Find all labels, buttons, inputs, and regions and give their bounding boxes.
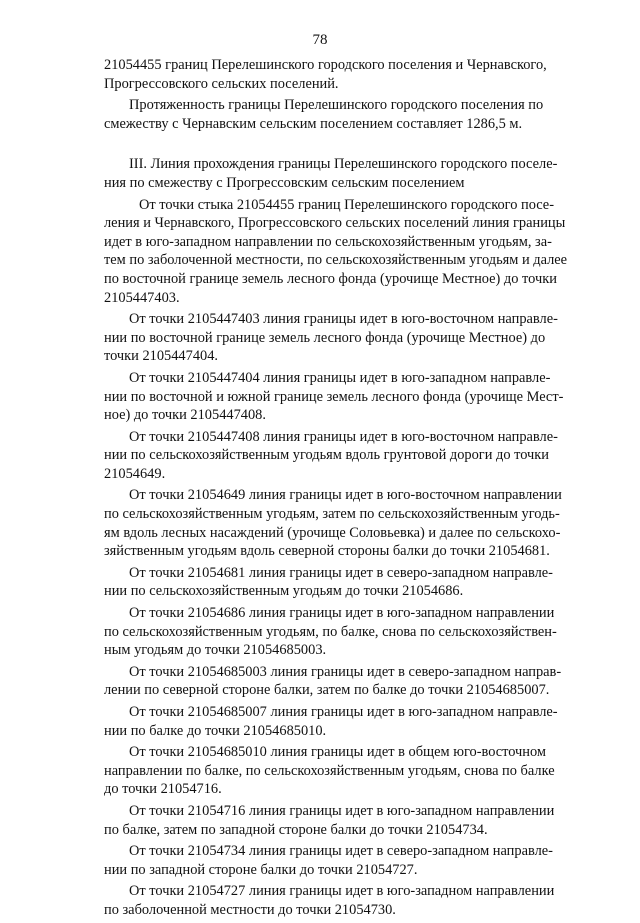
- text-line: От точки 21054649 линия границы идет в юго-восточном направлении: [129, 487, 562, 504]
- text-line: ным угодьям до точки 21054685003.: [104, 642, 327, 659]
- text-line: Прогрессовского сельских поселений.: [104, 75, 339, 92]
- text-line: ям вдоль лесных насаждений (урочище Соловьевка) и далее по сельскохо-: [104, 524, 561, 541]
- paragraph: [104, 56, 590, 93]
- text-line: до точки 21054716.: [104, 781, 222, 798]
- text-line: смежеству с Чернавским сельским поселением составляет 1286,5 м.: [104, 115, 523, 132]
- paragraph: [104, 486, 590, 560]
- text-line: От точки 2105447403 линия границы идет в юго-восточном направле-: [129, 311, 558, 328]
- text-line: 21054649.: [104, 465, 166, 482]
- paragraph: [104, 743, 590, 799]
- paragraph: [104, 604, 590, 660]
- paragraph: [104, 802, 590, 839]
- paragraph: [104, 155, 590, 192]
- text-line: III. Линия прохождения границы Перелешинского городского поселе-: [129, 156, 558, 173]
- text-line: тем по заболоченной местности, по сельскохозяйственным угодьям и далее: [104, 252, 568, 269]
- text-line: ное) до точки 2105447408.: [104, 407, 266, 424]
- text-line: ния по смежеству с Прогрессовским сельским поселением: [104, 174, 465, 191]
- text-line: 2105447403.: [104, 289, 180, 306]
- text-line: по балке, затем по западной стороне балки до точки 21054734.: [104, 821, 488, 838]
- paragraph: [104, 310, 590, 366]
- paragraph: [104, 882, 590, 919]
- text-line: идет в юго-западном направлении по сельскохозяйственным угодьям, за-: [104, 233, 552, 250]
- text-line: нии по балке до точки 21054685010.: [104, 722, 327, 739]
- text-line: по заболоченной местности до точки 21054730.: [104, 901, 396, 918]
- document-body: [104, 56, 590, 923]
- text-line: точки 2105447404.: [104, 348, 219, 365]
- text-line: От точки 2105447404 линия границы идет в юго-западном направле-: [129, 369, 551, 386]
- text-line: От точки 21054686 линия границы идет в юго-западном направлении: [129, 605, 555, 622]
- section-gap: [104, 136, 590, 155]
- text-line: ления и Чернавского, Прогрессовского сельских поселений линия границы: [104, 215, 566, 232]
- text-line: нии по восточной и южной границе земель лесного фонда (урочище Мест-: [104, 388, 564, 405]
- text-line: 21054455 границ Перелешинского городского поселения и Чернавского,: [104, 57, 547, 73]
- text-line: Протяженность границы Перелешинского городского поселения по: [129, 97, 544, 114]
- text-line: От точки 21054685003 линия границы идет в северо-западном направ-: [129, 663, 562, 680]
- paragraph: [104, 842, 590, 879]
- paragraph: [104, 196, 590, 308]
- text-line: нии по восточной границе земель лесного фонда (урочище Местное) до: [104, 329, 546, 346]
- paragraph: [104, 663, 590, 700]
- text-line: по сельскохозяйственным угодьям, по балке, снова по сельскохозяйствен-: [104, 623, 557, 640]
- paragraph: [104, 369, 590, 425]
- text-line: нии по сельскохозяйственным угодьям до точки 21054686.: [104, 583, 464, 600]
- paragraph: [104, 96, 590, 133]
- text-line: по восточной границе земель лесного фонда (урочище Местное) до точки: [104, 270, 557, 287]
- text-line: От точки 21054681 линия границы идет в северо-западном направле-: [129, 564, 553, 581]
- text-line: нии по сельскохозяйственным угодьям вдоль грунтовой дороги до точки: [104, 447, 549, 464]
- paragraph: [104, 564, 590, 601]
- text-line: От точки 21054716 линия границы идет в юго-западном направлении: [129, 802, 555, 819]
- text-line: нии по западной стороне балки до точки 21054727.: [104, 861, 418, 878]
- text-line: по сельскохозяйственным угодьям, затем по сельскохозяйственным угодь-: [104, 506, 560, 523]
- text-line: направлении по балке, по сельскохозяйственным угодьям, снова по балке: [104, 762, 555, 779]
- page-number: 78: [312, 32, 328, 48]
- text-line: От точки стыка 21054455 границ Перелешинского городского посе-: [139, 196, 554, 213]
- text-line: От точки 21054685010 линия границы идет в общем юго-восточном: [129, 744, 547, 761]
- text-line: От точки 21054727 линия границы идет в юго-западном направлении: [129, 883, 555, 900]
- text-line: зяйственным угодьям вдоль северной стороны балки до точки 21054681.: [104, 543, 550, 560]
- text-line: От точки 2105447408 линия границы идет в юго-восточном направле-: [129, 428, 558, 445]
- text-line: От точки 21054734 линия границы идет в северо-западном направле-: [129, 843, 553, 860]
- text-line: лении по северной стороне балки, затем по балке до точки 21054685007.: [104, 682, 550, 699]
- text-line: От точки 21054685007 линия границы идет в юго-западном направле-: [129, 704, 558, 720]
- paragraph: [104, 703, 590, 740]
- paragraph: [104, 428, 590, 484]
